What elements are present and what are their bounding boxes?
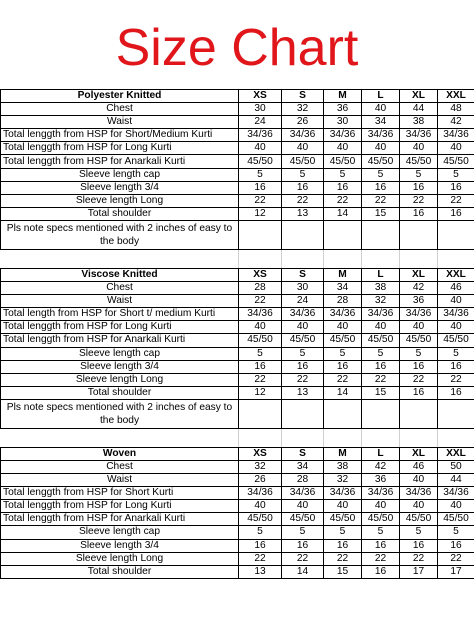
measurement-label: Chest	[1, 103, 239, 116]
measurement-value: 22	[324, 373, 362, 386]
measurement-value: 48	[438, 103, 474, 116]
note-row	[1, 220, 474, 249]
size-header-cell: M	[324, 447, 362, 460]
measurement-value: 40	[438, 321, 474, 334]
measurement-value: 16	[438, 360, 474, 373]
spacer-cell	[324, 428, 362, 447]
table-row	[1, 155, 474, 168]
table-row	[1, 360, 474, 373]
section-header-row	[1, 268, 474, 281]
measurement-value: 22	[282, 194, 324, 207]
measurement-value: 12	[239, 207, 282, 220]
measurement-value: 40	[438, 295, 474, 308]
measurement-value: 22	[282, 373, 324, 386]
measurement-value: 45/50	[239, 334, 282, 347]
measurement-value: 34/36	[362, 308, 400, 321]
size-chart-table	[0, 89, 474, 579]
measurement-label: Chest	[1, 282, 239, 295]
measurement-value: 22	[438, 373, 474, 386]
measurement-label: Total shoulder	[1, 207, 239, 220]
measurement-value: 36	[324, 103, 362, 116]
measurement-value: 45/50	[324, 334, 362, 347]
measurement-value: 17	[400, 565, 438, 578]
spacer-row	[1, 249, 474, 268]
measurement-value: 40	[239, 500, 282, 513]
spacer-cell	[438, 249, 474, 268]
measurement-value: 26	[282, 116, 324, 129]
size-header-cell: M	[324, 90, 362, 103]
measurement-value: 5	[282, 347, 324, 360]
measurement-value: 40	[324, 142, 362, 155]
measurement-value: 38	[324, 460, 362, 473]
measurement-value: 40	[239, 142, 282, 155]
measurement-value: 45/50	[438, 513, 474, 526]
measurement-value: 16	[239, 360, 282, 373]
measurement-label: Sleeve length 3/4	[1, 181, 239, 194]
measurement-value: 40	[362, 142, 400, 155]
measurement-value: 32	[362, 295, 400, 308]
measurement-value: 5	[400, 347, 438, 360]
measurement-label: Sleeve length 3/4	[1, 539, 239, 552]
table-row	[1, 373, 474, 386]
measurement-label: Waist	[1, 295, 239, 308]
measurement-value: 34/36	[239, 308, 282, 321]
measurement-value: 45/50	[282, 334, 324, 347]
section-title: Woven	[1, 447, 239, 460]
measurement-value: 45/50	[282, 155, 324, 168]
empty-cell	[362, 399, 400, 428]
size-header-cell: L	[362, 90, 400, 103]
measurement-value: 5	[324, 526, 362, 539]
measurement-value: 34/36	[282, 129, 324, 142]
measurement-value: 40	[239, 321, 282, 334]
measurement-value: 30	[239, 103, 282, 116]
measurement-value: 15	[324, 565, 362, 578]
measurement-value: 38	[400, 116, 438, 129]
measurement-value: 22	[282, 552, 324, 565]
measurement-value: 34	[324, 282, 362, 295]
measurement-value: 16	[239, 539, 282, 552]
measurement-value: 30	[324, 116, 362, 129]
spacer-cell	[400, 428, 438, 447]
measurement-value: 22	[438, 194, 474, 207]
empty-cell	[438, 220, 474, 249]
measurement-value: 16	[438, 539, 474, 552]
measurement-label: Sleeve length Long	[1, 194, 239, 207]
measurement-label: Sleeve length Long	[1, 373, 239, 386]
spacer-cell	[239, 249, 282, 268]
measurement-value: 40	[282, 142, 324, 155]
measurement-value: 5	[282, 526, 324, 539]
measurement-value: 34/36	[282, 487, 324, 500]
empty-cell	[282, 399, 324, 428]
measurement-value: 17	[438, 565, 474, 578]
table-row	[1, 552, 474, 565]
measurement-value: 45/50	[239, 155, 282, 168]
measurement-value: 45/50	[400, 334, 438, 347]
measurement-value: 34/36	[438, 487, 474, 500]
measurement-value: 5	[324, 168, 362, 181]
size-header-cell: XXL	[438, 268, 474, 281]
measurement-value: 22	[362, 373, 400, 386]
measurement-value: 40	[438, 142, 474, 155]
table-row	[1, 194, 474, 207]
measurement-value: 28	[282, 474, 324, 487]
table-row	[1, 295, 474, 308]
measurement-value: 16	[400, 386, 438, 399]
measurement-value: 16	[324, 539, 362, 552]
empty-cell	[282, 220, 324, 249]
section-header-row	[1, 90, 474, 103]
note-text: Pls note specs mentioned with 2 inches of easy to the body	[1, 220, 239, 249]
measurement-value: 45/50	[324, 155, 362, 168]
page-title: Size Chart	[115, 19, 359, 77]
measurement-value: 36	[362, 474, 400, 487]
measurement-value: 34/36	[400, 129, 438, 142]
table-row	[1, 308, 474, 321]
measurement-label: Waist	[1, 116, 239, 129]
measurement-value: 5	[400, 526, 438, 539]
size-header-cell: XS	[239, 268, 282, 281]
measurement-value: 24	[239, 116, 282, 129]
note-row	[1, 399, 474, 428]
measurement-value: 45/50	[400, 513, 438, 526]
measurement-label: Sleeve length Long	[1, 552, 239, 565]
spacer-cell	[400, 249, 438, 268]
measurement-value: 34	[362, 116, 400, 129]
measurement-value: 5	[400, 168, 438, 181]
measurement-value: 22	[362, 194, 400, 207]
table-row	[1, 129, 474, 142]
measurement-value: 22	[400, 552, 438, 565]
measurement-value: 36	[400, 295, 438, 308]
measurement-value: 45/50	[362, 155, 400, 168]
size-header-cell: S	[282, 90, 324, 103]
measurement-value: 34/36	[400, 308, 438, 321]
measurement-value: 40	[282, 321, 324, 334]
measurement-label: Total lenggth from HSP for Anarkali Kurti	[1, 334, 239, 347]
measurement-value: 5	[239, 526, 282, 539]
measurement-value: 22	[400, 373, 438, 386]
size-header-cell: L	[362, 268, 400, 281]
spacer-cell	[1, 428, 239, 447]
measurement-label: Chest	[1, 460, 239, 473]
measurement-value: 40	[400, 321, 438, 334]
measurement-value: 12	[239, 386, 282, 399]
measurement-value: 16	[282, 360, 324, 373]
table-row	[1, 539, 474, 552]
table-row	[1, 181, 474, 194]
measurement-value: 5	[438, 526, 474, 539]
size-header-cell: XS	[239, 90, 282, 103]
measurement-value: 32	[282, 103, 324, 116]
size-header-cell: S	[282, 447, 324, 460]
empty-cell	[239, 399, 282, 428]
measurement-value: 16	[400, 207, 438, 220]
measurement-value: 16	[438, 207, 474, 220]
measurement-value: 16	[362, 360, 400, 373]
measurement-value: 45/50	[362, 513, 400, 526]
table-row	[1, 460, 474, 473]
measurement-label: Sleeve length cap	[1, 526, 239, 539]
measurement-value: 5	[438, 168, 474, 181]
measurement-value: 42	[362, 460, 400, 473]
measurement-value: 44	[400, 103, 438, 116]
measurement-value: 34/36	[324, 487, 362, 500]
measurement-value: 16	[438, 181, 474, 194]
section-title: Polyester Knitted	[1, 90, 239, 103]
section-header-row	[1, 447, 474, 460]
table-row	[1, 142, 474, 155]
measurement-value: 22	[239, 552, 282, 565]
spacer-cell	[324, 249, 362, 268]
measurement-value: 22	[362, 552, 400, 565]
measurement-value: 40	[324, 500, 362, 513]
measurement-value: 45/50	[239, 513, 282, 526]
measurement-value: 16	[400, 539, 438, 552]
measurement-value: 50	[438, 460, 474, 473]
measurement-value: 5	[239, 347, 282, 360]
table-row	[1, 474, 474, 487]
measurement-label: Sleeve length cap	[1, 168, 239, 181]
section-title: Viscose Knitted	[1, 268, 239, 281]
measurement-label: Total lenggth from HSP for Anarkali Kurti	[1, 513, 239, 526]
table-row	[1, 386, 474, 399]
measurement-value: 34/36	[438, 129, 474, 142]
measurement-value: 40	[362, 500, 400, 513]
measurement-value: 46	[400, 460, 438, 473]
measurement-value: 16	[324, 181, 362, 194]
measurement-value: 34/36	[324, 129, 362, 142]
empty-cell	[400, 399, 438, 428]
measurement-label: Total lenggth from HSP for Long Kurti	[1, 142, 239, 155]
measurement-value: 32	[239, 460, 282, 473]
measurement-value: 5	[362, 168, 400, 181]
measurement-value: 5	[324, 347, 362, 360]
measurement-value: 34/36	[362, 487, 400, 500]
spacer-cell	[282, 428, 324, 447]
measurement-value: 34/36	[324, 308, 362, 321]
measurement-label: Total lenggth from HSP for Long Kurti	[1, 321, 239, 334]
table-row	[1, 321, 474, 334]
measurement-value: 24	[282, 295, 324, 308]
empty-cell	[438, 399, 474, 428]
measurement-value: 32	[324, 474, 362, 487]
size-header-cell: S	[282, 268, 324, 281]
empty-cell	[400, 220, 438, 249]
measurement-value: 5	[438, 347, 474, 360]
table-row	[1, 565, 474, 578]
measurement-value: 45/50	[324, 513, 362, 526]
spacer-cell	[438, 428, 474, 447]
measurement-value: 34/36	[239, 487, 282, 500]
table-row	[1, 207, 474, 220]
measurement-value: 44	[438, 474, 474, 487]
spacer-cell	[1, 249, 239, 268]
measurement-value: 16	[282, 539, 324, 552]
measurement-value: 40	[400, 474, 438, 487]
measurement-value: 22	[400, 194, 438, 207]
table-row	[1, 526, 474, 539]
empty-cell	[362, 220, 400, 249]
table-row	[1, 282, 474, 295]
measurement-value: 22	[239, 373, 282, 386]
measurement-value: 46	[438, 282, 474, 295]
table-row	[1, 103, 474, 116]
measurement-label: Total shoulder	[1, 565, 239, 578]
note-text: Pls note specs mentioned with 2 inches of easy to the body	[1, 399, 239, 428]
measurement-value: 22	[324, 552, 362, 565]
measurement-value: 42	[438, 116, 474, 129]
measurement-label: Sleeve length 3/4	[1, 360, 239, 373]
measurement-label: Total lenggth from HSP for Short/Medium Kurti	[1, 129, 239, 142]
table-row	[1, 487, 474, 500]
size-header-cell: XL	[400, 268, 438, 281]
size-header-cell: XXL	[438, 447, 474, 460]
measurement-value: 16	[400, 360, 438, 373]
measurement-value: 34/36	[282, 308, 324, 321]
measurement-value: 22	[239, 194, 282, 207]
measurement-value: 5	[362, 526, 400, 539]
measurement-value: 5	[239, 168, 282, 181]
measurement-value: 34/36	[438, 308, 474, 321]
measurement-value: 16	[362, 539, 400, 552]
measurement-value: 26	[239, 474, 282, 487]
measurement-value: 40	[362, 321, 400, 334]
measurement-value: 28	[239, 282, 282, 295]
measurement-label: Total lenggth from HSP for Anarkali Kurti	[1, 155, 239, 168]
size-header-cell: M	[324, 268, 362, 281]
measurement-value: 22	[324, 194, 362, 207]
measurement-label: Sleeve length cap	[1, 347, 239, 360]
measurement-value: 45/50	[282, 513, 324, 526]
table-row	[1, 168, 474, 181]
measurement-value: 34	[282, 460, 324, 473]
size-header-cell: L	[362, 447, 400, 460]
table-row	[1, 500, 474, 513]
measurement-value: 38	[362, 282, 400, 295]
measurement-label: Total lenggth from HSP for Short Kurti	[1, 487, 239, 500]
table-row	[1, 513, 474, 526]
measurement-value: 22	[438, 552, 474, 565]
measurement-value: 5	[362, 347, 400, 360]
measurement-value: 45/50	[438, 155, 474, 168]
measurement-label: Total lenggth from HSP for Long Kurti	[1, 500, 239, 513]
empty-cell	[324, 220, 362, 249]
measurement-value: 34/36	[239, 129, 282, 142]
spacer-cell	[362, 249, 400, 268]
size-header-cell: XL	[400, 447, 438, 460]
measurement-value: 16	[362, 181, 400, 194]
empty-cell	[239, 220, 282, 249]
measurement-value: 16	[400, 181, 438, 194]
size-header-cell: XXL	[438, 90, 474, 103]
table-row	[1, 347, 474, 360]
measurement-label: Waist	[1, 474, 239, 487]
empty-cell	[324, 399, 362, 428]
size-header-cell: XS	[239, 447, 282, 460]
measurement-value: 40	[400, 500, 438, 513]
measurement-value: 15	[362, 386, 400, 399]
measurement-value: 14	[324, 207, 362, 220]
measurement-value: 40	[400, 142, 438, 155]
measurement-value: 16	[438, 386, 474, 399]
measurement-value: 45/50	[400, 155, 438, 168]
measurement-value: 13	[282, 207, 324, 220]
spacer-cell	[362, 428, 400, 447]
measurement-value: 13	[282, 386, 324, 399]
measurement-value: 42	[400, 282, 438, 295]
measurement-value: 30	[282, 282, 324, 295]
spacer-row	[1, 428, 474, 447]
table-row	[1, 334, 474, 347]
measurement-value: 40	[282, 500, 324, 513]
table-row	[1, 116, 474, 129]
measurement-value: 45/50	[362, 334, 400, 347]
measurement-value: 40	[324, 321, 362, 334]
measurement-value: 14	[324, 386, 362, 399]
measurement-label: Total shoulder	[1, 386, 239, 399]
measurement-value: 45/50	[438, 334, 474, 347]
measurement-value: 34/36	[400, 487, 438, 500]
measurement-value: 34/36	[362, 129, 400, 142]
measurement-value: 16	[282, 181, 324, 194]
measurement-value: 28	[324, 295, 362, 308]
measurement-value: 40	[438, 500, 474, 513]
measurement-value: 15	[362, 207, 400, 220]
measurement-value: 40	[362, 103, 400, 116]
spacer-cell	[282, 249, 324, 268]
measurement-value: 22	[239, 295, 282, 308]
measurement-label: Total length from HSP for Short t/ medium Kurti	[1, 308, 239, 321]
measurement-value: 16	[239, 181, 282, 194]
size-header-cell: XL	[400, 90, 438, 103]
measurement-value: 16	[362, 565, 400, 578]
measurement-value: 13	[239, 565, 282, 578]
measurement-value: 5	[282, 168, 324, 181]
spacer-cell	[239, 428, 282, 447]
measurement-value: 16	[324, 360, 362, 373]
measurement-value: 14	[282, 565, 324, 578]
